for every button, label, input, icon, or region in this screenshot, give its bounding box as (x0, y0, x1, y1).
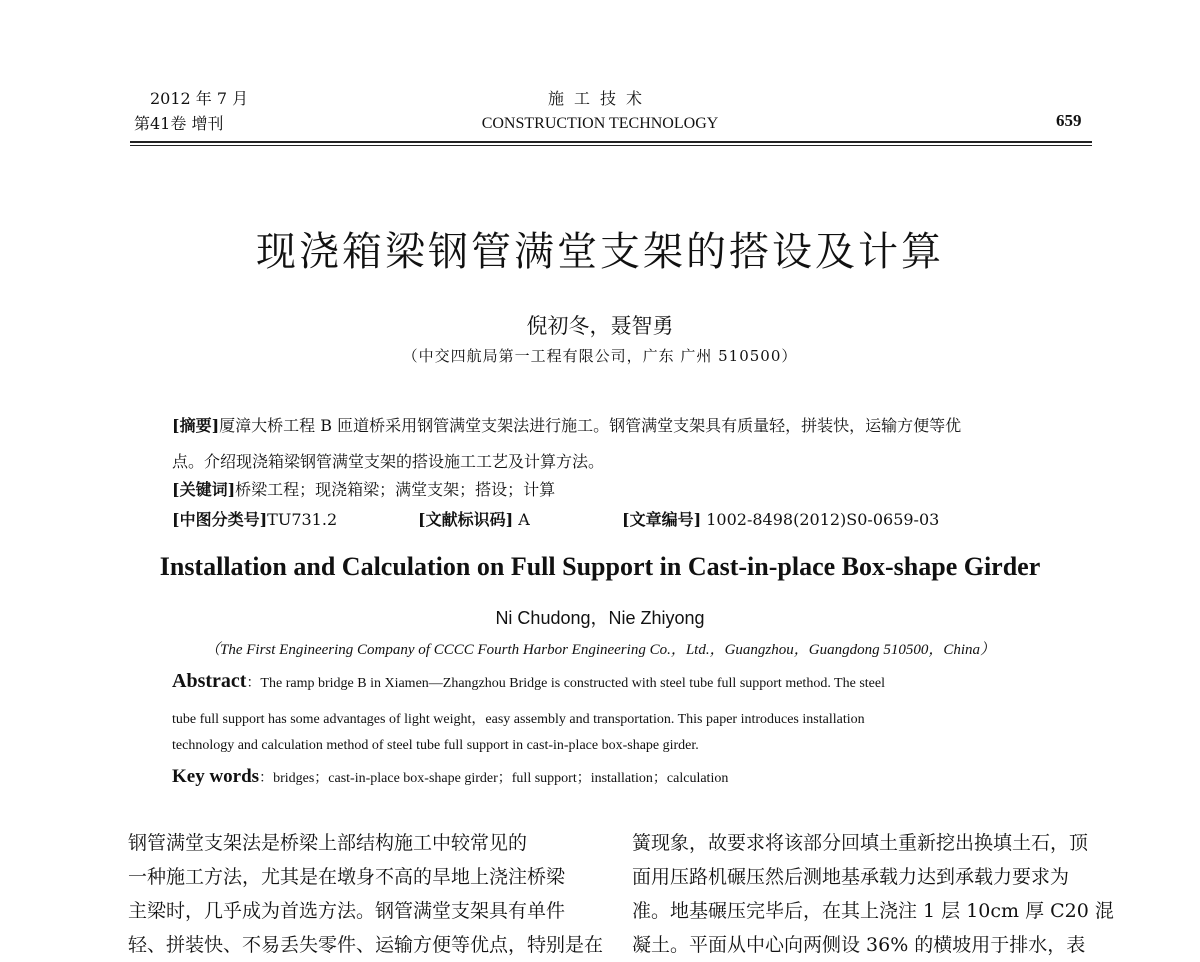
header-volume: 第41卷 增刊 (134, 114, 224, 133)
keywords-en-text: ：bridges；cast-in-place box-shape girder；full support；installation；calculation (259, 771, 729, 786)
body-left-line: 钢管满堂支架法是桥梁上部结构施工中较常见的 (128, 832, 528, 854)
body-right-line: 面用压路机碾压然后测地基承载力达到承载力要求为 (632, 866, 1070, 888)
body-right-line: 凝土。平面从中心向两侧设 36% 的横坡用于排水，表 (632, 934, 1086, 956)
journal-name-cn: 施工技术 (547, 89, 652, 108)
doc-label: [文献标识码] (418, 510, 514, 529)
article-value: 1002-8498(2012)S0-0659-03 (701, 510, 940, 529)
article-number (622, 508, 939, 532)
journal-name-en: CONSTRUCTION TECHNOLOGY (481, 115, 719, 132)
clc-label: [中图分类号] (172, 510, 268, 529)
body-right-line: 准。地基碾压完毕后，在其上浇注 1 层 10cm 厚 C20 混 (632, 900, 1114, 922)
body-column-right (632, 826, 1114, 962)
doc-value: A (513, 510, 530, 529)
paper-title-en: Installation and Calculation on Full Support in Cast-in-place Box-shape Girder (159, 552, 1041, 581)
clc-code (172, 508, 337, 532)
keywords-cn-label: [关键词] (172, 480, 236, 499)
abstract-en-label: Abstract (172, 670, 247, 692)
keywords-cn-text: 桥梁工程；现浇箱梁；满堂支架；搭设；计算 (235, 480, 556, 499)
abstract-cn-label: [摘要] (172, 416, 220, 435)
authors-en: Ni Chudong，Nie Zhiyong (495, 608, 705, 628)
abstract-cn-line-2: 点。介绍现浇箱梁钢管满堂支架的搭设施工工艺及计算方法。 (172, 452, 605, 471)
body-left-line: 主梁时，几乎成为首选方法。钢管满堂支架具有单件 (128, 900, 566, 922)
keywords-cn (172, 478, 555, 502)
affiliation-en: （The First Engineering Company of CCCC Fourth Harbor Engineering Co.，Ltd.，Guangzhou，Guangdong 510500，China） (204, 642, 996, 658)
abstract-cn-text-1: 厦漳大桥工程 B 匝道桥采用钢管满堂支架法进行施工。钢管满堂支架具有质量轻，拼装快，运输方便等优 (219, 416, 962, 435)
header-date: 2012 年 7 月 (150, 89, 249, 108)
keywords-en-label: Key words (172, 766, 260, 787)
body-left-line: 一种施工方法，尤其是在墩身不高的旱地上浇注桥梁 (128, 866, 566, 888)
abstract-en-line-1 (172, 670, 885, 693)
body-left-line: 轻、拼装快、不易丢失零件、运输方便等优点，特别是在 (128, 934, 604, 956)
abstract-cn-line-1 (172, 414, 961, 438)
doc-code (418, 508, 530, 532)
page-number: 659 (1056, 111, 1082, 130)
header-rule-thin (130, 145, 1092, 146)
clc-value: TU731.2 (267, 510, 338, 529)
abstract-en-text-1: ：The ramp bridge B in Xiamen—Zhangzhou Bridge is constructed with steel tube full support method. The steel (246, 676, 885, 691)
article-label: [文章编号] (622, 510, 702, 529)
keywords-en (172, 766, 728, 788)
abstract-en-line-3: technology and calculation method of steel tube full support in cast-in-place box-shape girder. (172, 738, 699, 753)
header-rule-thick (130, 141, 1092, 143)
authors-cn: 倪初冬，聂智勇 (526, 314, 674, 338)
affiliation-cn: （中交四航局第一工程有限公司，广东 广州 510500） (402, 347, 798, 365)
paper-title-cn: 现浇箱梁钢管满堂支架的搭设及计算 (256, 229, 944, 275)
abstract-en-line-2: tube full support has some advantages of light weight，easy assembly and transportation. This paper introduces installation (172, 712, 865, 727)
body-right-line: 簧现象，故要求将该部分回填土重新挖出换填土石，顶 (632, 832, 1089, 854)
body-column-left (128, 826, 604, 962)
